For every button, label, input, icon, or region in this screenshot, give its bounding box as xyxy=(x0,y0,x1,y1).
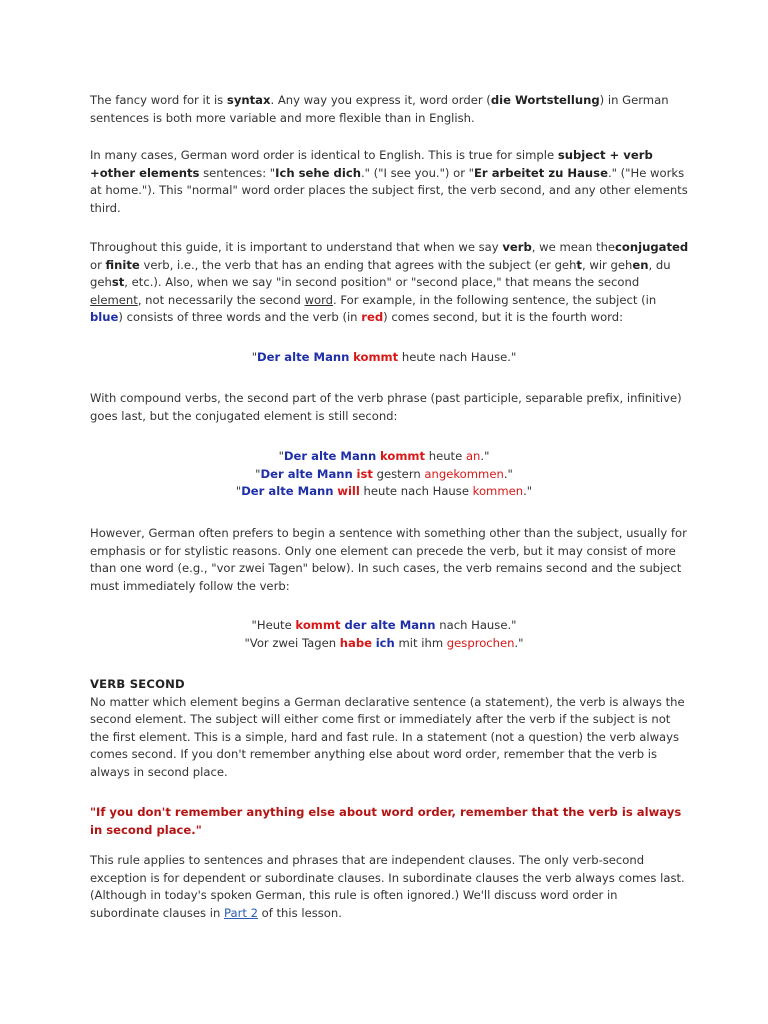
text: Throughout this guide, it is important to understand that when we say xyxy=(90,240,503,254)
example-verb: kommt xyxy=(295,618,341,632)
word-order-paragraph xyxy=(90,147,690,217)
text: mit ihm xyxy=(394,635,447,650)
text: " xyxy=(255,466,261,481)
inverted-example-line xyxy=(0,617,768,635)
example-final-part: angekommen xyxy=(424,466,504,481)
text: ) in German sentences is both more variable and more flexible than in English. xyxy=(90,93,669,125)
subordinate-paragraph xyxy=(90,852,690,922)
text: heute nach Hause." xyxy=(398,350,517,364)
example-ich-sehe-dich: Ich sehe dich xyxy=(275,165,361,180)
compound-example-line xyxy=(0,448,768,466)
text: , du geh xyxy=(90,257,671,289)
text: ." ("He works at home."). This "normal" word order places the subject first, the verb second, and any other elements third. xyxy=(90,165,688,215)
text: "Heute xyxy=(251,618,296,632)
verb-second-section xyxy=(90,676,690,781)
term-element: element xyxy=(90,292,138,307)
color-word-red: red xyxy=(361,310,384,324)
text: gestern xyxy=(372,466,425,481)
pattern-term: subject + verb +other elements xyxy=(90,148,653,180)
example-subject: Der alte Mann xyxy=(260,466,353,481)
section-body: No matter which element begins a German declarative sentence (a statement), the verb is always the second element. The subject will either come first or immediately after the verb if the subject is not the first element. This is a simple, hard and fast rule. In a statement (not a question) the verb always comes second. If you don't remember anything else about word order, remember that the verb is always in second place. xyxy=(90,694,685,779)
example-verb: habe xyxy=(339,635,373,650)
text: , etc.). Also, when we say "in second position" or "second place," that means the second xyxy=(124,275,640,289)
text: " xyxy=(278,449,284,463)
text: This rule applies to sentences and phrases that are independent clauses. The only verb-second exception is for dependent or subordinate clauses. In subordinate clauses the verb always comes last. (Although in today's spoken German, this rule is often ignored.) We'll discuss word order in subordinate clauses in xyxy=(90,853,685,920)
section-heading: VERB SECOND xyxy=(90,677,185,691)
inverted-examples xyxy=(0,617,768,652)
intro-paragraph xyxy=(90,92,690,127)
text: , we mean the xyxy=(531,240,616,254)
example-verb: will xyxy=(337,484,360,498)
conjugated-verb-paragraph xyxy=(90,239,690,327)
example-verb: ist xyxy=(356,466,373,481)
inversion-paragraph xyxy=(90,525,690,595)
example-subject: Der alte Mann xyxy=(257,350,350,364)
example-subject: Der alte Mann xyxy=(283,449,377,463)
example-verb: kommt xyxy=(353,350,399,364)
text: nach Hause." xyxy=(435,618,517,632)
text: ) consists of three words and the verb (in xyxy=(118,310,362,324)
term-conjugated: conjugated xyxy=(615,240,689,254)
text: , not necessarily the second xyxy=(137,292,305,307)
text: of this lesson. xyxy=(257,905,342,920)
example-sentence xyxy=(0,349,768,367)
compound-verbs-paragraph xyxy=(90,390,690,425)
text: ." xyxy=(480,449,490,463)
text: heute nach Hause xyxy=(359,484,473,498)
ending: en xyxy=(632,257,649,272)
compound-example-line xyxy=(0,483,768,501)
text: . For example, in the following sentence, the subject (in xyxy=(333,292,657,307)
text: or xyxy=(90,257,106,272)
color-word-blue: blue xyxy=(90,310,119,324)
text: ." ("I see you.") or " xyxy=(360,165,475,180)
text: ." xyxy=(503,466,513,481)
example-er-arbeitet: Er arbeitet zu Hause xyxy=(474,165,608,180)
term-finite: finite xyxy=(105,257,140,272)
term-wortstellung: die Wortstellung xyxy=(490,93,600,107)
example-subject: Der alte Mann xyxy=(241,484,334,498)
compound-examples xyxy=(0,448,768,501)
text: , wir geh xyxy=(581,257,633,272)
text: With compound verbs, the second part of the verb phrase (past participle, separable prefix, infinitive) goes last, but the conjugated element is still second: xyxy=(90,391,682,423)
text: "Vor zwei Tagen xyxy=(244,635,340,650)
compound-example-line xyxy=(0,466,768,484)
part-2-link[interactable]: Part 2 xyxy=(224,905,258,920)
text: The fancy word for it is xyxy=(90,93,227,107)
text: ) comes second, but it is the fourth word: xyxy=(383,310,623,324)
text: . Any way you express it, word order ( xyxy=(270,93,491,107)
term-verb: verb xyxy=(502,240,532,254)
term-word: word xyxy=(304,292,334,307)
ending: t xyxy=(576,257,582,272)
text: " xyxy=(235,484,242,498)
text: sentences: " xyxy=(199,165,276,180)
text: ." xyxy=(514,635,524,650)
text: In many cases, German word order is identical to English. This is true for simple xyxy=(90,148,558,162)
example-subject: der alte Mann xyxy=(340,618,436,632)
example-subject: ich xyxy=(375,635,395,650)
ending: st xyxy=(111,275,125,289)
text: " xyxy=(251,350,258,364)
example-final-part: kommen xyxy=(472,484,524,498)
inverted-example-line xyxy=(0,635,768,653)
text: heute xyxy=(425,449,466,463)
example-verb: kommt xyxy=(379,449,426,463)
term-syntax: syntax xyxy=(226,93,271,107)
text: verb, i.e., the verb that has an ending that agrees with the subject (er geh xyxy=(139,257,577,272)
text: ." xyxy=(523,484,533,498)
text: However, German often prefers to begin a sentence with something other than the subject, usually for emphasis or for stylistic reasons. Only one element can precede the verb, but it may consist of more than one word (e.g., "vor zwei Tagen" below). In such cases, the verb remains second and the subject must immediately follow the verb: xyxy=(90,526,687,593)
example-participle: gesprochen xyxy=(446,635,515,650)
example-final-part: an xyxy=(465,449,481,463)
pull-quote: "If you don't remember anything else about word order, remember that the verb is always in second place." xyxy=(90,805,682,837)
